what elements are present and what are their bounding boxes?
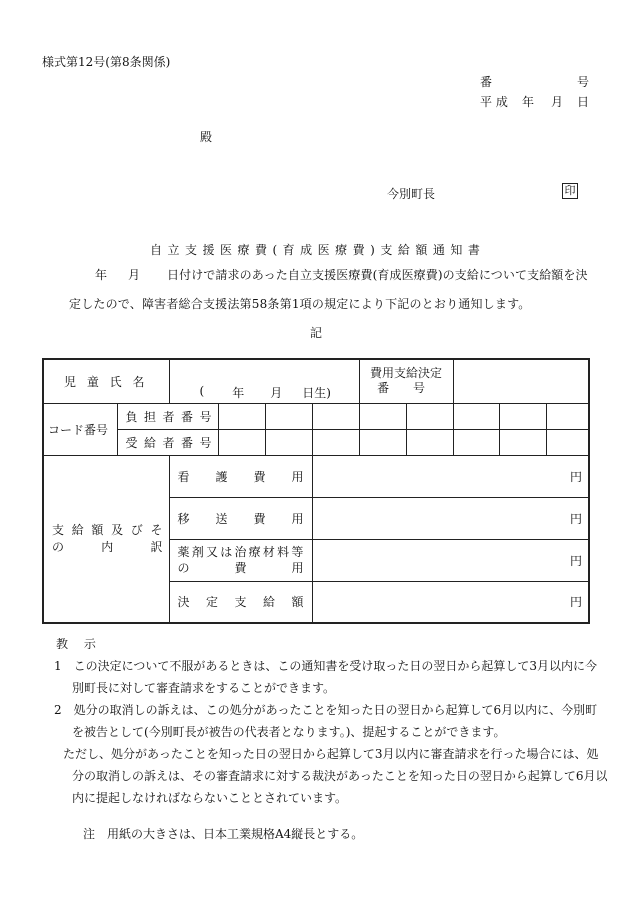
intro-year: 年: [95, 268, 108, 282]
document-title: 自立支援医療費(育成医療費)支給額通知書: [150, 243, 486, 257]
code-label-cell: [43, 403, 117, 455]
notice-item1-line1: 1 この決定について不服があるときは、この通知書を受け取った日の翌日から起算して3月以内に今: [54, 659, 598, 673]
payer-label-cell: 負 担 者 番 号: [117, 403, 218, 429]
recipient-label-cell: 受 給 者 番 号: [117, 429, 218, 455]
payer-digit-4[interactable]: [359, 403, 406, 429]
addressee-suffix: 殿: [200, 130, 213, 144]
ki-label: 記: [310, 326, 323, 340]
issuer: 今別町長: [387, 187, 436, 201]
notice-item1-line2: 別町長に対して審査請求をすることができます。: [72, 681, 336, 695]
seal-stamp: 印: [562, 183, 578, 199]
breakdown-label-cell: 支 給 額 及 び そ の 内 訳: [43, 455, 169, 623]
intro-month: 月: [128, 268, 141, 282]
decision-no-label-cell: [359, 359, 453, 403]
decision-no-label-1: 費用支給決定: [370, 366, 443, 381]
recipient-digit-7[interactable]: [499, 429, 546, 455]
intro-line2: 定したので、障害者総合支援法第58条第1項の規定により下記のとおり通知します。: [69, 297, 531, 311]
row-total-label: 決 定 支 給 額: [169, 581, 312, 623]
birth-day: 日生): [302, 385, 331, 400]
form-id: 様式第12号(第8条関係): [42, 55, 171, 69]
row-transport-label: 移 送 費 用: [169, 497, 312, 539]
date-month: 月: [551, 95, 564, 109]
notice-item2-line3: ただし、処分があったことを知った日の翌日から起算して3月以内に審査請求を行った場合には、処: [63, 747, 599, 761]
paper-size-note: 注 用紙の大きさは、日本工業規格A4縦長とする。: [83, 827, 364, 841]
recipient-digit-3[interactable]: [312, 429, 359, 455]
code-label: コード番号: [48, 422, 109, 437]
payer-digit-8[interactable]: [546, 403, 589, 429]
birth-year: 年: [232, 385, 245, 400]
row-transport-amount[interactable]: 円: [312, 497, 589, 539]
payer-digit-1[interactable]: [218, 403, 265, 429]
date-year: 年: [522, 95, 535, 109]
row-medicine-label: 薬 剤 又 は 治 療 材 料 等 の 費 用: [169, 539, 312, 581]
date-day: 日: [577, 95, 590, 109]
row-total-amount[interactable]: 円: [312, 581, 589, 623]
row-medicine-amount[interactable]: 円: [312, 539, 589, 581]
number-label-2: 号: [577, 75, 590, 89]
payer-digit-3[interactable]: [312, 403, 359, 429]
recipient-digit-8[interactable]: [546, 429, 589, 455]
notice-item2-line4: 分の取消しの訴えは、その審査請求に対する裁決があったことを知った日の翌日から起算して6月以: [72, 769, 608, 783]
row-nursing-amount[interactable]: 円: [312, 455, 589, 497]
payer-digit-6[interactable]: [453, 403, 499, 429]
payer-digit-2[interactable]: [265, 403, 312, 429]
intro-line1: 日付けで請求のあった自立支援医療費(育成医療費)の支給について支給額を決: [167, 268, 588, 282]
recipient-digit-1[interactable]: [218, 429, 265, 455]
recipient-digit-6[interactable]: [453, 429, 499, 455]
payer-digit-7[interactable]: [499, 403, 546, 429]
child-name-label-cell: 児 童 氏 名: [43, 359, 169, 403]
number-label-1: 番: [480, 75, 493, 89]
decision-no-cell[interactable]: [453, 359, 589, 403]
notice-item2-line1: 2 処分の取消しの訴えは、この処分があったことを知った日の翌日から起算して6月以内に、今別町: [54, 703, 598, 717]
recipient-digit-2[interactable]: [265, 429, 312, 455]
recipient-digit-5[interactable]: [406, 429, 453, 455]
notice-item2-line2: を被告として(今別町長が被告の代表者となります。)、提起することができます。: [72, 725, 506, 739]
date-era: 平 成: [480, 95, 508, 109]
notice-item2-line5: 内に提起しなければならないこととされています。: [72, 791, 348, 805]
row-nursing-label: 看 護 費 用: [169, 455, 312, 497]
recipient-digit-4[interactable]: [359, 429, 406, 455]
child-name-cell[interactable]: [169, 359, 359, 403]
payer-digit-5[interactable]: [406, 403, 453, 429]
notice-heading: 教 示: [56, 637, 102, 651]
payment-table: [42, 358, 590, 624]
birth-open: (: [199, 383, 205, 398]
decision-no-label-2: 番 号: [377, 381, 435, 396]
birth-month: 月: [270, 385, 283, 400]
